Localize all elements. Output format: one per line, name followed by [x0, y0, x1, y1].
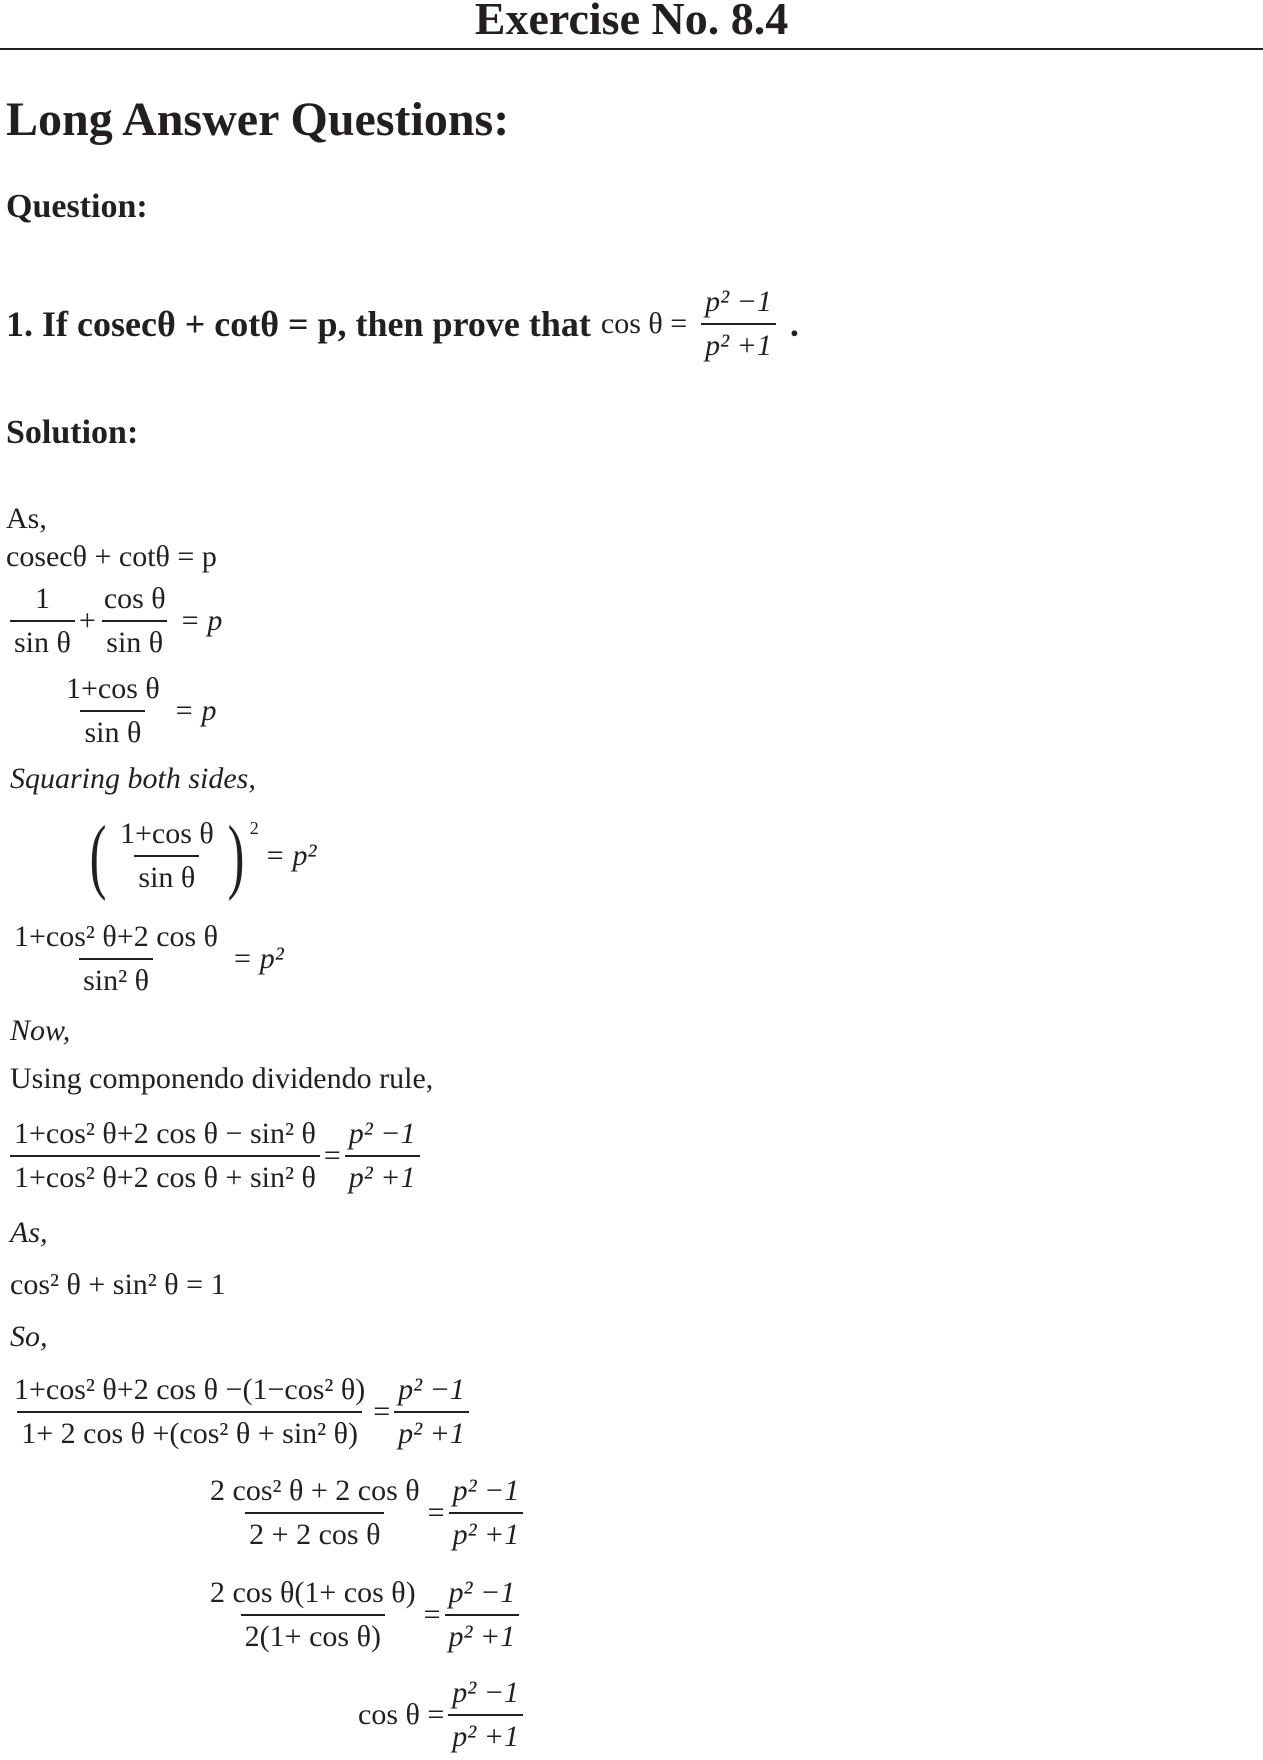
denominator: sin θ [80, 710, 145, 750]
equals: = [373, 1395, 391, 1428]
step-4 [6, 920, 290, 998]
identity: cos² θ + sin² θ = 1 [10, 1268, 226, 1301]
text-so: So, [10, 1320, 48, 1353]
equals: = [423, 1598, 441, 1631]
fraction [445, 1576, 520, 1654]
numerator: 2 cos θ(1+ cos θ) [210, 1576, 416, 1609]
fraction [10, 1117, 320, 1195]
lhs: cos θ = [358, 1698, 445, 1731]
solution-label: Solution: [6, 414, 139, 451]
denominator: p² +1 [345, 1155, 420, 1195]
numerator: p² −1 [705, 285, 772, 318]
question-period: . [789, 304, 799, 344]
denominator: sin² θ [79, 958, 153, 998]
numerator: p² −1 [452, 1676, 520, 1709]
section-title: Long Answer Questions: [6, 93, 510, 146]
rhs: = p² [264, 839, 317, 872]
fraction [62, 672, 164, 750]
step-5 [6, 1117, 424, 1195]
numerator: p² −1 [452, 1474, 520, 1507]
exponent: 2 [249, 818, 259, 838]
step-2 [58, 672, 223, 750]
denominator: p² +1 [448, 1714, 523, 1754]
denominator: 1+ 2 cos θ +(cos² θ + sin² θ) [17, 1411, 362, 1451]
fraction [206, 1576, 420, 1654]
denominator: sin θ [134, 855, 199, 895]
step-6 [6, 1373, 473, 1451]
step-1 [6, 582, 228, 660]
numerator: 1+cos θ [66, 672, 160, 705]
fraction [206, 1474, 424, 1552]
page-title: Exercise No. 8.4 [474, 0, 789, 44]
equals: = [427, 1496, 445, 1529]
left-paren: ( [89, 809, 107, 902]
step-3 [84, 809, 323, 902]
fraction [116, 817, 218, 895]
denominator: p² +1 [449, 1512, 524, 1552]
numerator: 2 cos² θ + 2 cos θ [210, 1474, 420, 1507]
step-9-result [358, 1676, 527, 1754]
question-statement [6, 285, 799, 363]
numerator: cos θ [103, 582, 166, 615]
rhs: = p [173, 694, 217, 727]
header-divider [0, 48, 1263, 50]
fraction [345, 1117, 420, 1195]
operator: + [78, 604, 96, 637]
numerator: 1+cos² θ+2 cos θ [14, 920, 219, 953]
denominator: p² +1 [701, 323, 776, 363]
right-paren: ) [227, 809, 245, 902]
question-fraction [701, 285, 776, 363]
step-7 [202, 1474, 527, 1552]
denominator: p² +1 [445, 1614, 520, 1654]
text-rule: Using componendo dividendo rule, [10, 1062, 434, 1095]
text-as-2: As, [10, 1216, 48, 1249]
denominator: 2(1+ cos θ) [241, 1614, 385, 1654]
fraction [100, 582, 170, 660]
equals: = [323, 1139, 341, 1172]
numerator: 1+cos² θ+2 cos θ −(1−cos² θ) [14, 1373, 366, 1406]
denominator: sin θ [10, 620, 75, 660]
step-8 [202, 1576, 523, 1654]
question-lhs: cos θ = [600, 307, 688, 340]
numerator: p² −1 [398, 1373, 465, 1406]
fraction [10, 1373, 369, 1451]
text-now: Now, [10, 1014, 71, 1047]
fraction [448, 1676, 523, 1754]
text-as: As, [6, 502, 47, 535]
numerator: 1+cos² θ+2 cos θ − sin² θ [14, 1117, 316, 1150]
denominator: 1+cos² θ+2 cos θ + sin² θ [10, 1155, 320, 1195]
question-text: 1. If cosecθ + cotθ = p, then prove that [6, 304, 591, 344]
denominator: 2 + 2 cos θ [245, 1512, 384, 1552]
question-label: Question: [6, 188, 148, 225]
denominator: p² +1 [394, 1411, 469, 1451]
rhs: = p [179, 604, 223, 637]
fraction [449, 1474, 524, 1552]
text-squaring: Squaring both sides, [10, 762, 256, 795]
numerator: p² −1 [448, 1576, 516, 1609]
numerator: p² −1 [348, 1117, 416, 1150]
numerator: 1 [34, 582, 50, 615]
rhs: = p² [232, 942, 284, 975]
given-equation: cosecθ + cotθ = p [6, 540, 217, 573]
fraction [394, 1373, 469, 1451]
numerator: 1+cos θ [119, 817, 214, 850]
fraction [10, 920, 222, 998]
denominator: sin θ [102, 620, 167, 660]
fraction [10, 582, 75, 660]
